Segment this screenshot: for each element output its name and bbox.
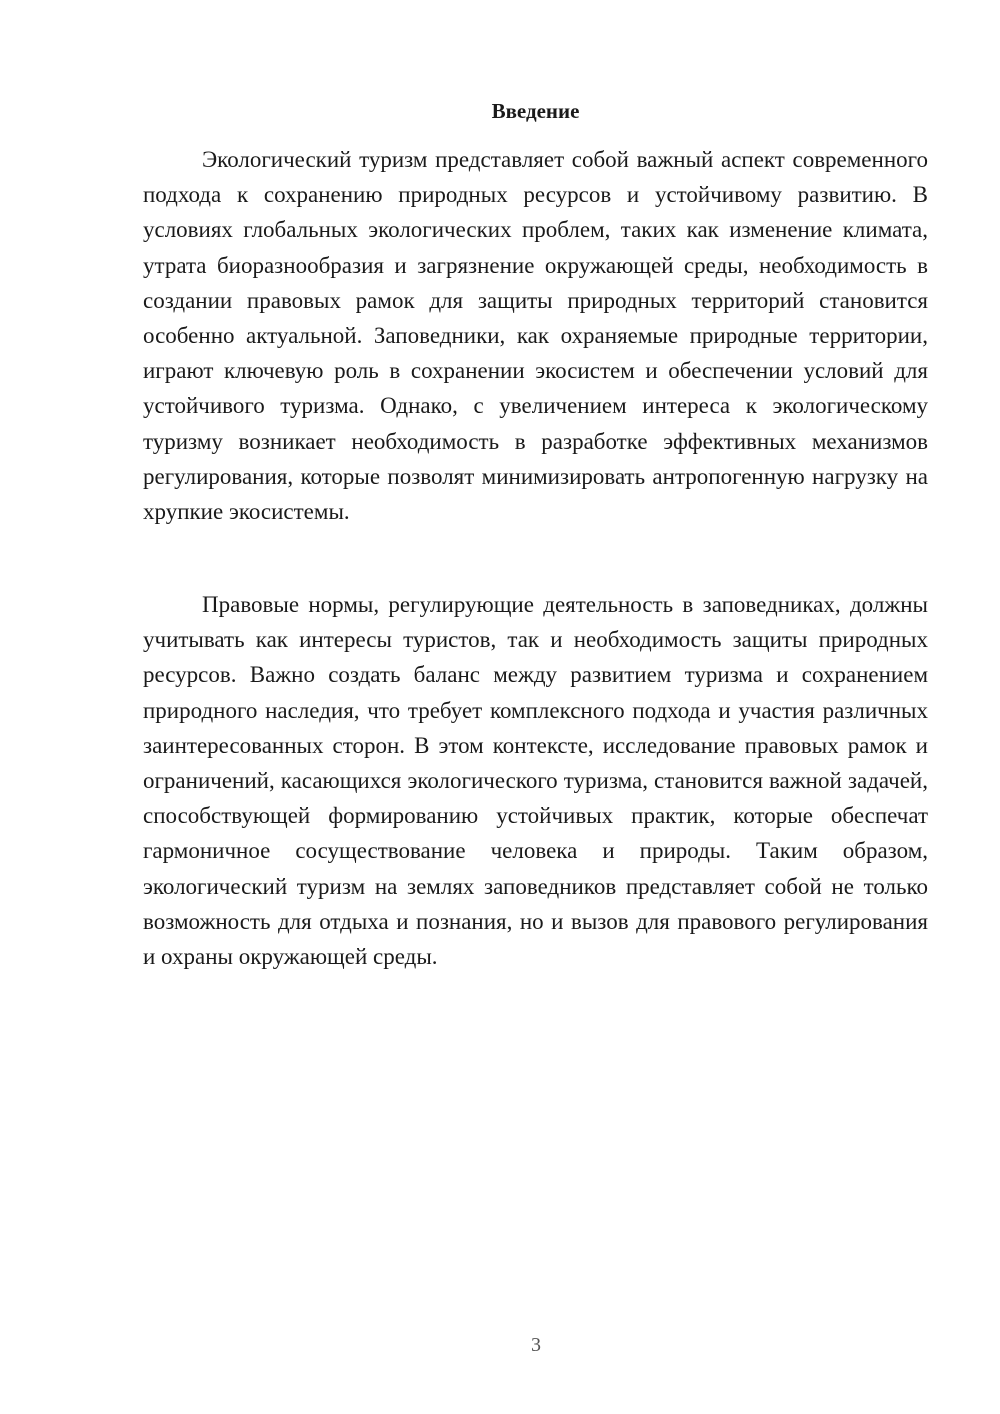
paragraph-2: Правовые нормы, регулирующие деятельность в заповедниках, должны учитывать как интересы туристов, так и необходимость защиты природных ресурсов. Важно создать баланс между развитием туризма и сохранением природного наследия, что требует комплексного подхода и участия различных заинтересованных сторон. В этом контексте, исследование правовых рамок и ограничений, касающихся экологического туризма, становится важной задачей, способствующей формированию устойчивых практик, которые обеспечат гармоничное сосуществование человека и природы. Таким образом, экологический туризм на землях заповедников представляет собой не только возможность для отдыха и познания, но и вызов для правового регулирования и охраны окружающей среды. [143, 592, 928, 970]
paragraph-1: Экологический туризм представляет собой важный аспект современного подхода к сохранению природных ресурсов и устойчивому развитию. В условиях глобальных экологических проблем, таких как изменение климата, утрата биоразнообразия и загрязнение окружающей среды, необходимость в создании правовых рамок для защиты природных территорий становится особенно актуальной. Заповедники, как охраняемые природные территории, играют ключевую роль в сохранении экосистем и обеспечении условий для устойчивого туризма. Однако, с увеличением интереса к экологическому туризму возникает необходимость в разработке эффективных механизмов регулирования, которые позволят минимизировать антропогенную нагрузку на хрупкие экосистемы. [143, 147, 928, 525]
page-number: 3 [531, 1334, 541, 1356]
section-title: Введение [491, 99, 580, 123]
